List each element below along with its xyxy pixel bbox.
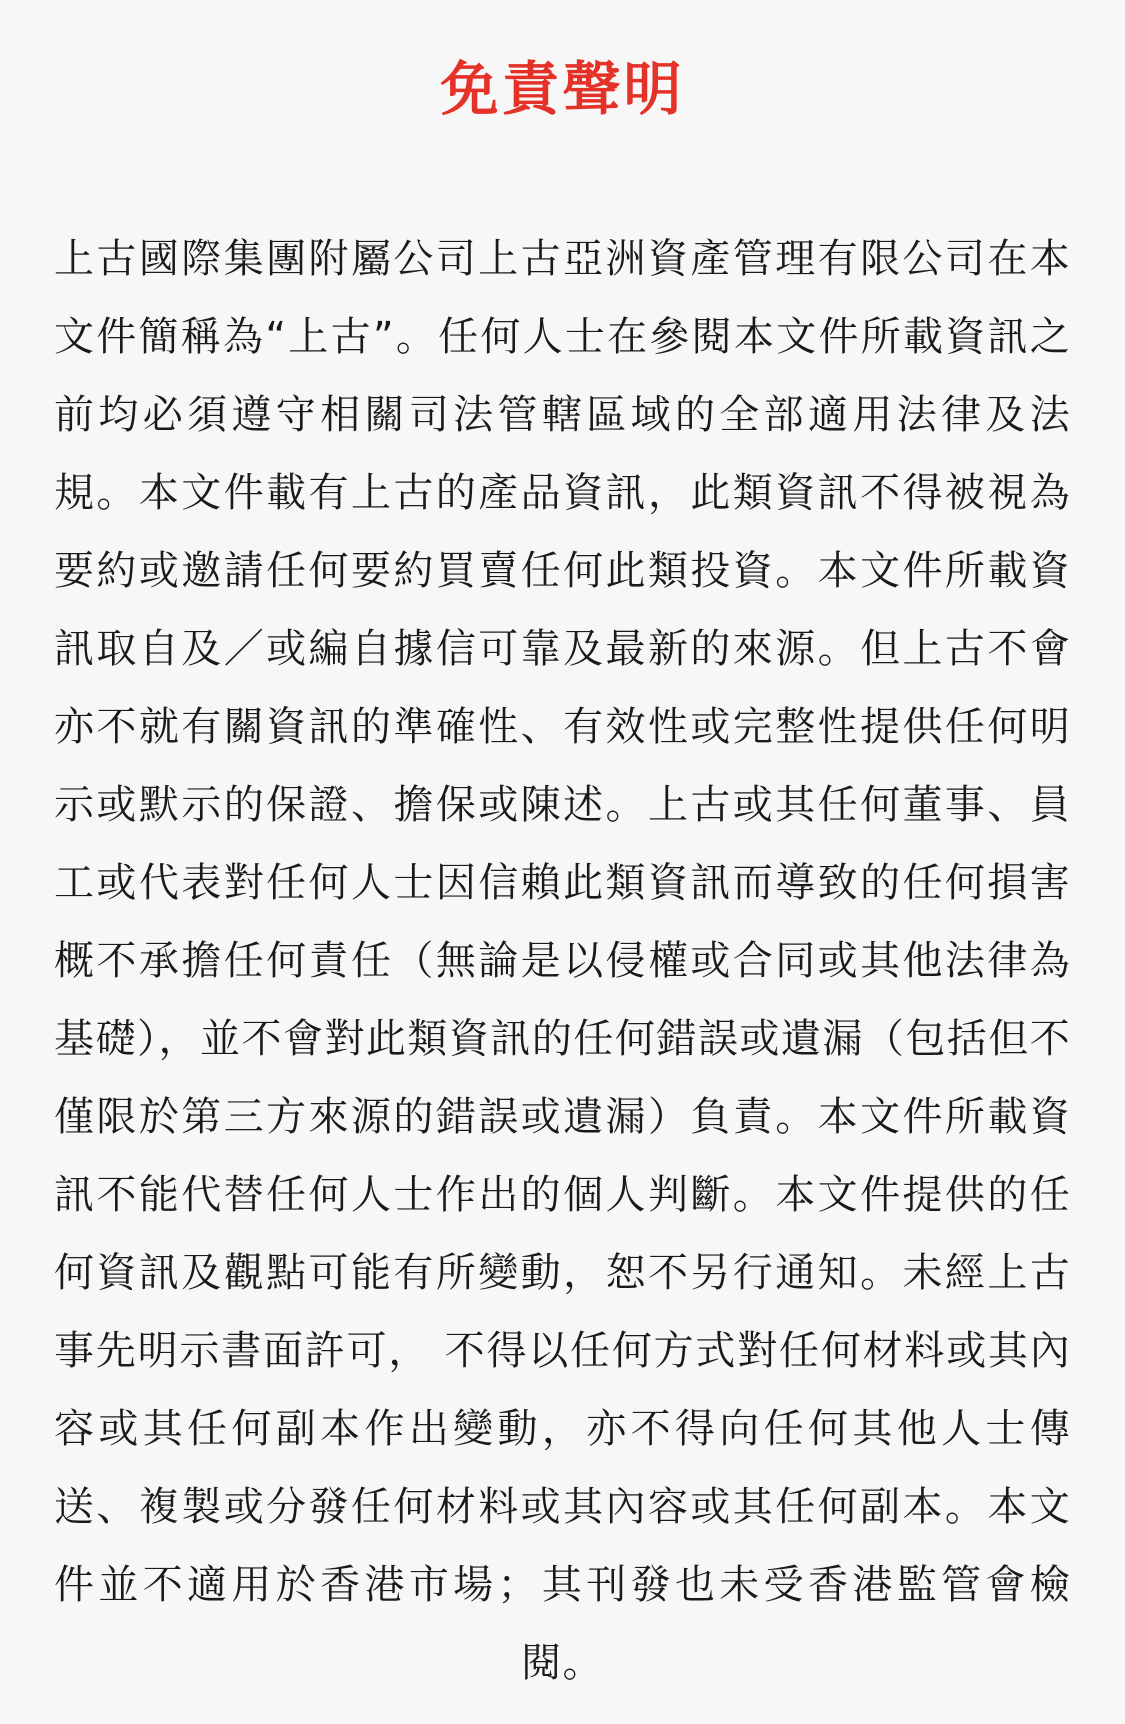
disclaimer-body: 上古國際集團附屬公司上古亞洲資產管理有限公司在本文件簡稱為“上古”。任何人士在參閱本文件所載資訊之前均必須遵守相關司法管轄區域的全部適用法律及法規。本文件載有上古的產品資訊，此類資訊不得被視為要約或邀請任何要約買賣任何此類投資。本文件所載資訊取自及／或編自據信可靠及最新的來源。但上古不會亦不就有關資訊的準確性、有效性或完整性提供任何明示或默示的保證、擔保或陳述。上古或其任何董事、員工或代表對任何人士因信賴此類資訊而導致的任何損害概不承擔任何責任（無論是以侵權或合同或其他法律為基礎），並不會對此類資訊的任何錯誤或遺漏（包括但不僅限於第三方來源的錯誤或遺漏）負責。本文件所載資訊不能代替任何人士作出的個人判斷。本文件提供的任何資訊及觀點可能有所變動，恕不另行通知。未經上古事先明示書面許可， 不得以任何方式對任何材料或其內容或其任何副本作出變動，亦不得向任何其他人士傳送、複製或分發任何材料或其內容或其任何副本。本文件並不適用於香港市場；其刊發也未受香港監管會檢閱。 (54, 236, 1071, 1686)
page-title: 免責聲明 (440, 55, 685, 123)
